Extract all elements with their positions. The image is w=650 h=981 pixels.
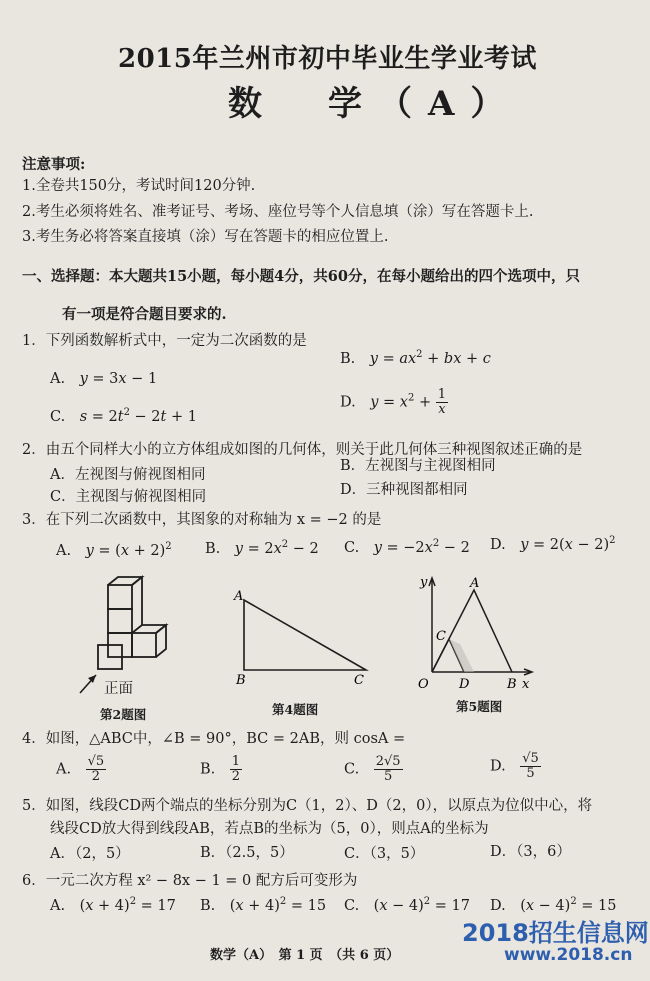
section-intro-line2: 有一项是符合题目要求的. — [62, 306, 227, 323]
fig4-triangle — [232, 588, 377, 688]
q3-option-d: D. $y = 2(x - 2)^2$ — [490, 535, 616, 553]
fig5-caption: 第5题图 — [456, 699, 503, 714]
q2-option-c: C．主视图与俯视图相同 — [50, 489, 207, 505]
q2-option-a: A．左视图与俯视图相同 — [50, 467, 206, 483]
q6-stem: 6．一元二次方程 x² − 8x − 1 = 0 配方后可变形为 — [22, 873, 358, 889]
q3-stem: 3．在下列二次函数中，其图象的对称轴为 x = −2 的是 — [22, 512, 382, 528]
q5-option-a: A．（2，5） — [50, 846, 130, 862]
fig2-arrow-label: 正面 — [104, 681, 133, 697]
q4-option-a: A. $\frac{√5}{2}$ — [56, 754, 105, 784]
fig4-caption: 第4题图 — [272, 702, 319, 717]
fig5-label-o: O — [418, 677, 429, 692]
fig5-label-a: A — [470, 576, 480, 591]
q1-option-c: C. $s = 2t^2 - 2t + 1$ — [50, 407, 197, 425]
subject-title: 数 学（A） — [228, 84, 521, 124]
fig2-caption: 第2题图 — [100, 707, 147, 722]
q6-option-b: B. $(x + 4)^2 = 15$ — [200, 896, 327, 914]
q6-option-c: C. $(x - 4)^2 = 17$ — [344, 896, 470, 914]
q4-option-d: D. $\frac{√5}{5}$ — [490, 751, 539, 781]
q1-option-d: D. $y = x^2$ + $\frac{1}{x}$ — [340, 387, 447, 417]
exam-title: 2015年兰州市初中毕业生学业考试 — [118, 44, 537, 74]
q5-option-b: B．（2.5，5） — [200, 845, 294, 861]
q3-option-c: C. $y = -2x^2 - 2$ — [344, 538, 470, 556]
notice-item-2: 2.考生必须将姓名、准考证号、考场、座位号等个人信息填（涂）写在答题卡上. — [22, 204, 534, 220]
fig4-label-a: A — [234, 589, 244, 604]
q2-option-b: B．左视图与主视图相同 — [340, 458, 496, 474]
fig5-label-y: y — [420, 575, 428, 590]
q3-option-a: A. $y = (x + 2)^2$ — [56, 541, 172, 559]
fig5-label-x: x — [522, 677, 530, 692]
q4-option-b: B. $\frac{1}{2}$ — [200, 754, 241, 784]
watermark-title: 2018招生信息网 — [462, 919, 649, 947]
q3-option-b: B. $y = 2x^2 - 2$ — [205, 539, 319, 557]
notice-item-3: 3.考生务必将答案直接填（涂）写在答题卡的相应位置上. — [22, 229, 389, 245]
q6-option-a: A. $(x + 4)^2 = 17$ — [50, 896, 176, 914]
q5-stem-line1: 5．如图，线段CD两个端点的坐标分别为C（1，2）、D（2，0），以原点为位似中心，将 — [22, 798, 593, 814]
fig5-label-d: D — [459, 677, 470, 692]
q2-option-d: D．三种视图都相同 — [340, 482, 468, 498]
q5-option-c: C．（3，5） — [344, 846, 425, 862]
q5-stem-line2: 线段CD放大得到线段AB，若点B的坐标为（5，0），则点A的坐标为 — [50, 821, 489, 837]
q6-option-d: D. $(x - 4)^2 = 15$ — [490, 896, 617, 914]
q4-option-c: C. $\frac{2√5}{5}$ — [344, 754, 401, 784]
fig4-label-c: C — [354, 673, 364, 688]
notice-heading: 注意事项: — [22, 156, 86, 173]
fig5-label-b: B — [507, 677, 517, 692]
section-intro-line1: 一、选择题：本大题共15小题，每小题4分，共60分，在每小题给出的四个选项中，只 — [22, 268, 580, 285]
q1-option-b: B. $y = ax^2$ + bx + c — [340, 349, 491, 367]
q2-stem: 2．由五个同样大小的立方体组成如图的几何体，则关于此几何体三种视图叙述正确的是 — [22, 442, 583, 458]
q1-option-a: A. y = 3x − 1 — [50, 371, 158, 387]
watermark-url: www.2018.cn — [504, 945, 633, 965]
q5-option-d: D．（3，6） — [490, 844, 571, 860]
q4-stem: 4．如图，△ABC中，∠B = 90°，BC = 2AB，则 cosA = — [22, 731, 406, 747]
fig4-label-b: B — [236, 673, 246, 688]
notice-item-1: 1.全卷共150分，考试时间120分钟. — [22, 178, 256, 194]
fig5-coordinate-figure — [412, 572, 537, 692]
q1-stem: 1．下列函数解析式中，一定为二次函数的是 — [22, 333, 307, 349]
fig5-label-c: C — [436, 629, 446, 644]
page-footer: 数学（A） 第 1 页 （共 6 页） — [210, 948, 400, 963]
